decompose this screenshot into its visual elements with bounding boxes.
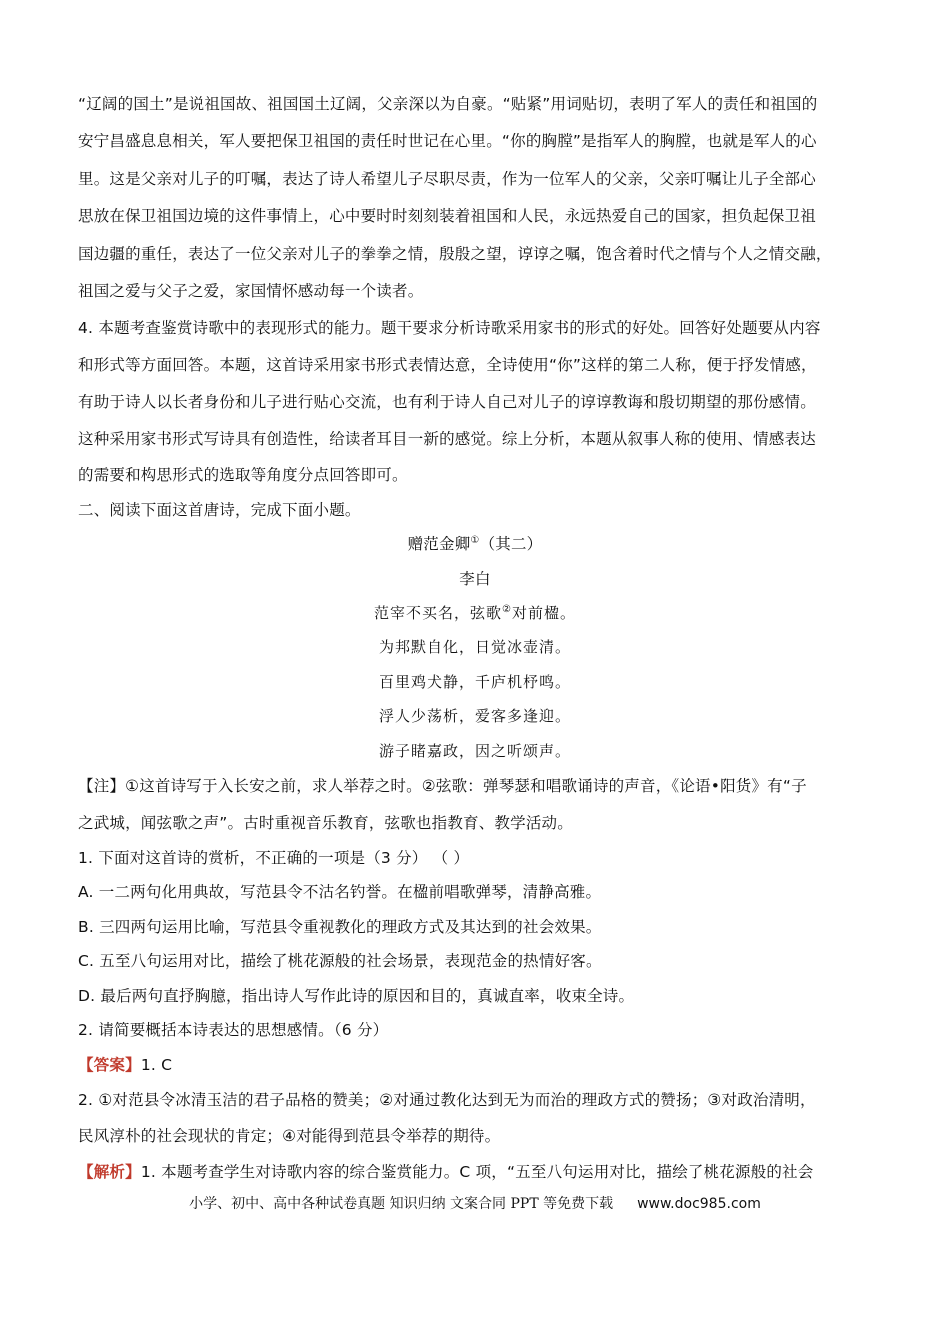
note-line-2: 之武城，闻弦歌之声”。古时重视音乐教育，弦歌也指教育、教学活动。 bbox=[78, 814, 573, 832]
option-b: B. 三四两句运用比喻，写范县令重视教化的理政方式及其达到的社会效果。 bbox=[78, 918, 602, 936]
q4-analysis-line-5: 的需要和构思形式的选取等角度分点回答即可。 bbox=[78, 466, 408, 484]
q4-analysis-line-4: 这种采用家书形式写诗具有创造性，给读者耳目一新的感觉。综上分析，本题从叙事人称的使用、情感表达 bbox=[78, 430, 816, 448]
section-heading: 二、阅读下面这首唐诗，完成下面小题。 bbox=[78, 501, 361, 519]
answer-text: 1. C bbox=[140, 1056, 173, 1074]
q4-analysis-line-3: 有助于诗人以长者身份和儿子进行贴心交流，也有利于诗人自己对儿子的谆谆教诲和殷切期望的那份感情。 bbox=[78, 393, 816, 411]
analysis-line-6: 祖国之爱与父子之爱，家国情怀感动每一个读者。 bbox=[78, 282, 424, 300]
q4-analysis-line-1: 4. 本题考查鉴赏诗歌中的表现形式的能力。题干要求分析诗歌采用家书的形式的好处。回答好处题要从内容 bbox=[78, 319, 821, 337]
poem-line-4: 浮人少荡析，爱客多逢迎。 bbox=[378, 707, 571, 725]
analysis-line-1: “辽阔的国土”是说祖国故、祖国国土辽阔，父亲深以为自豪。“贴紧”用词贴切，表明了军人的责任和祖国的 bbox=[78, 95, 818, 113]
answer-line bbox=[78, 1055, 878, 1075]
footer-text: 小学、初中、高中各种试卷真题 知识归纳 文案合同 PPT 等免费下载 bbox=[189, 1196, 614, 1212]
poem-line-2: 为邦默自化，日觉冰壶清。 bbox=[378, 638, 571, 656]
poem-line-5: 游子睹嘉政，因之听颂声。 bbox=[378, 742, 571, 760]
poem-line-3: 百里鸡犬静，千庐机杼鸣。 bbox=[378, 673, 571, 691]
q4-analysis-line-2: 和形式等方面回答。本题，这首诗采用家书形式表情达意，全诗使用“你”这样的第二人称，便于抒发情感， bbox=[78, 356, 817, 374]
option-d: D. 最后两句直抒胸臆，指出诗人写作此诗的原因和目的，真诚直率，收束全诗。 bbox=[78, 987, 635, 1005]
option-a: A. 一二两句化用典故，写范县令不沽名钓誉。在楹前唱歌弹琴，清静高雅。 bbox=[78, 883, 602, 901]
analysis-text: 1. 本题考查学生对诗歌内容的综合鉴赏能力。C 项，“五至八句运用对比，描绘了桃花源般的社会 bbox=[140, 1163, 814, 1181]
analysis-line bbox=[78, 1162, 878, 1182]
answer-line-2: 2. ①对范县令冰清玉洁的君子品格的赞美；②对通过教化达到无为而治的理政方式的赞扬；③对政治清明， bbox=[78, 1091, 816, 1109]
poem-line-1-b: 对前楹。 bbox=[511, 604, 576, 622]
poem-title-text: 赠范金卿 bbox=[407, 535, 471, 553]
analysis-line-3: 里。这是父亲对儿子的叮嘱，表达了诗人希望儿子尽职尽责，作为一位军人的父亲，父亲叮嘱让儿子全部心 bbox=[78, 170, 816, 188]
poem-line-1 bbox=[0, 603, 950, 623]
note-line-1: 【注】①这首诗写于入长安之前，求人举荐之时。②弦歌：弹琴瑟和唱歌诵诗的声音，《论语•阳货》有“子 bbox=[78, 777, 807, 795]
footer-url[interactable]: www.doc985.com bbox=[637, 1196, 761, 1212]
option-c: C. 五至八句运用对比，描绘了桃花源般的社会场景，表现范金的热情好客。 bbox=[78, 952, 602, 970]
analysis-line-4: 思放在保卫祖国边境的这件事情上，心中要时时刻刻装着祖国和人民，永远热爱自己的国家，担负起保卫祖 bbox=[78, 207, 816, 225]
answer-line-3: 民风淳朴的社会现状的肯定；④对能得到范县令举荐的期待。 bbox=[78, 1127, 501, 1145]
poem-title-suffix: （其二） bbox=[479, 535, 543, 553]
answer-tag: 【答案】 bbox=[78, 1056, 141, 1074]
poem-line-1-footnote-mark: ② bbox=[502, 604, 512, 615]
question-1: 1. 下面对这首诗的赏析，不正确的一项是（3 分） （ ） bbox=[78, 849, 470, 867]
poem-line-1-a: 范宰不买名，弦歌 bbox=[374, 604, 503, 622]
footer bbox=[0, 1193, 950, 1213]
poem-title-footnote-mark: ① bbox=[470, 534, 480, 546]
analysis-line-5: 国边疆的重任，表达了一位父亲对儿子的拳拳之情，殷殷之望，谆谆之嘱，饱含着时代之情与个人之情交融， bbox=[78, 245, 832, 263]
poem-title bbox=[0, 534, 950, 554]
poem-author: 李白 bbox=[459, 570, 491, 588]
analysis-line-2: 安宁昌盛息息相关，军人要把保卫祖国的责任时世记在心里。“你的胸膛”是指军人的胸膛，也就是军人的心 bbox=[78, 132, 817, 150]
analysis-tag: 【解析】 bbox=[78, 1163, 141, 1181]
question-2: 2. 请简要概括本诗表达的思想感情。（6 分） bbox=[78, 1021, 389, 1039]
